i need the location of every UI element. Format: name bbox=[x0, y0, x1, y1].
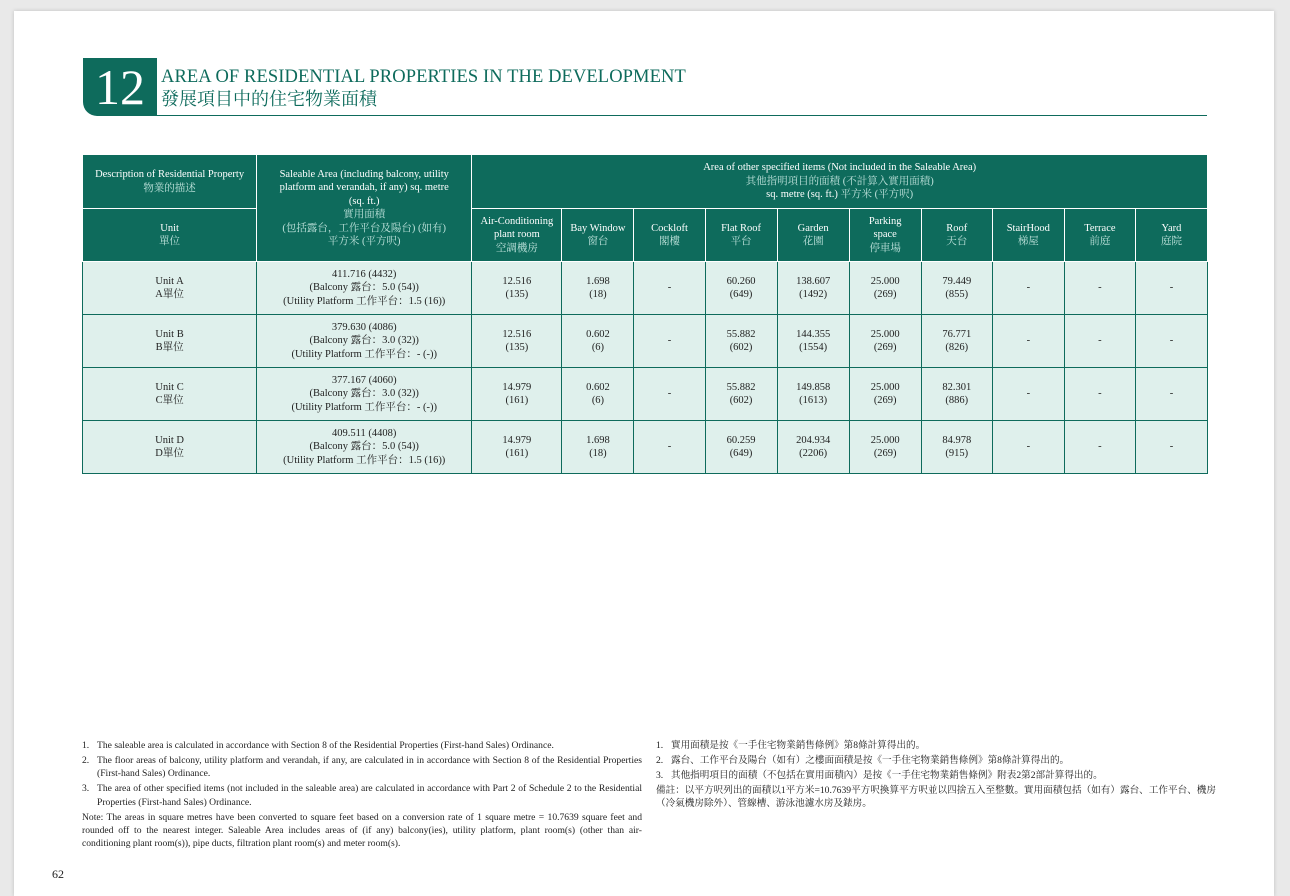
saleable-area-value: 409.511 (4408) bbox=[332, 427, 397, 439]
area-sqm: - bbox=[1169, 388, 1174, 400]
area-sqft: (135) bbox=[505, 289, 529, 300]
header-col bbox=[562, 209, 634, 262]
area-sqft: (269) bbox=[873, 395, 897, 406]
header-col-en: Air-Conditioning plant room bbox=[480, 215, 554, 241]
area-sqft: (269) bbox=[873, 342, 897, 353]
area-sqft: (602) bbox=[729, 395, 753, 406]
header-col-en: Roof bbox=[946, 222, 968, 234]
area-sqm: - bbox=[1098, 441, 1102, 453]
area-sqft: (826) bbox=[945, 342, 969, 353]
document-page bbox=[14, 11, 1274, 896]
balcony-area-value: (Balcony 露台：3.0 (32)) bbox=[309, 388, 419, 400]
header-col-zh: 庭院 bbox=[1160, 236, 1182, 247]
area-cell bbox=[634, 262, 705, 315]
header-col-zh: 平台 bbox=[730, 236, 752, 247]
area-cell bbox=[1135, 262, 1207, 315]
area-cell bbox=[472, 262, 562, 315]
header-col-zh: 梯屋 bbox=[1017, 236, 1039, 247]
area-cell bbox=[1064, 315, 1135, 368]
saleable-area-cell bbox=[257, 262, 472, 315]
header-other-unit bbox=[475, 188, 1204, 202]
unit-cell bbox=[83, 421, 257, 474]
area-sqm: 84.978 bbox=[942, 434, 972, 446]
area-sqm: 55.882 bbox=[726, 381, 756, 393]
area-sqm: 14.979 bbox=[502, 434, 532, 446]
area-sqm: - bbox=[1169, 441, 1174, 453]
header-unit-en: Unit bbox=[160, 222, 179, 234]
area-cell bbox=[992, 315, 1064, 368]
saleable-area-cell bbox=[257, 315, 472, 368]
utility-platform-value: (Utility Platform 工作平台：1.5 (16)) bbox=[283, 454, 446, 466]
area-sqm: - bbox=[667, 441, 672, 453]
saleable-area-cell bbox=[257, 368, 472, 421]
header-description bbox=[83, 155, 257, 209]
header-col bbox=[705, 209, 777, 262]
header-col-en: Garden bbox=[797, 222, 829, 234]
area-cell bbox=[562, 421, 634, 474]
area-cell bbox=[1135, 368, 1207, 421]
note-item bbox=[82, 782, 642, 809]
unit-label-en: Unit B bbox=[155, 328, 184, 340]
area-sqm: 25.000 bbox=[870, 381, 900, 393]
header-col bbox=[921, 209, 992, 262]
area-sqft: (602) bbox=[729, 342, 753, 353]
section-number-badge: 12 bbox=[83, 58, 157, 116]
header-col-en: Yard bbox=[1161, 222, 1182, 234]
area-sqm: 149.858 bbox=[796, 381, 831, 393]
header-other-unit-zh: 平方米 (平方呎) bbox=[840, 189, 914, 201]
area-cell bbox=[777, 262, 849, 315]
unit-label-zh: D單位 bbox=[155, 448, 184, 459]
notes-chinese bbox=[656, 739, 1216, 811]
area-cell bbox=[849, 421, 921, 474]
note-number: 2. bbox=[656, 754, 664, 766]
section-title bbox=[161, 66, 686, 110]
note-item bbox=[82, 754, 642, 781]
area-sqft: (1554) bbox=[799, 342, 828, 353]
unit-label-zh: C單位 bbox=[155, 395, 184, 406]
area-sqm: 60.259 bbox=[726, 434, 756, 446]
area-sqm: 25.000 bbox=[870, 434, 900, 446]
area-sqm: 12.516 bbox=[502, 275, 532, 287]
header-col-zh: 空調機房 bbox=[495, 242, 538, 254]
area-sqft: (18) bbox=[589, 289, 607, 300]
area-sqm: 82.301 bbox=[942, 381, 972, 393]
area-cell bbox=[921, 368, 992, 421]
header-col-en: Bay Window bbox=[570, 222, 626, 234]
header-col bbox=[1135, 209, 1207, 262]
area-cell bbox=[849, 368, 921, 421]
area-cell bbox=[705, 421, 777, 474]
area-cell bbox=[777, 315, 849, 368]
area-sqm: 76.771 bbox=[942, 328, 972, 340]
area-sqm: 204.934 bbox=[796, 434, 831, 446]
saleable-area-cell bbox=[257, 421, 472, 474]
saleable-area-value: 377.167 (4060) bbox=[331, 374, 397, 386]
area-cell bbox=[705, 262, 777, 315]
table-row bbox=[83, 315, 1208, 368]
header-col-zh: 停車場 bbox=[869, 242, 901, 254]
header-col-zh: 窗台 bbox=[587, 236, 609, 247]
header-col bbox=[992, 209, 1064, 262]
area-cell bbox=[1064, 262, 1135, 315]
area-sqft: (1492) bbox=[799, 289, 828, 300]
header-col-zh: 前庭 bbox=[1089, 236, 1111, 247]
area-sqm: 60.260 bbox=[726, 275, 756, 287]
area-cell bbox=[705, 315, 777, 368]
area-table bbox=[82, 154, 1208, 474]
header-description-zh: 物業的描述 bbox=[143, 182, 196, 194]
area-sqm: 55.882 bbox=[726, 328, 756, 340]
area-sqft: (6) bbox=[591, 342, 605, 353]
balcony-area-value: (Balcony 露台：5.0 (54)) bbox=[309, 282, 419, 294]
balcony-area-value: (Balcony 露台：3.0 (32)) bbox=[309, 335, 419, 347]
area-sqm: 1.698 bbox=[586, 275, 610, 287]
area-sqm: 0.602 bbox=[586, 381, 610, 393]
header-unit bbox=[83, 209, 257, 262]
area-cell bbox=[634, 368, 705, 421]
header-unit-zh: 單位 bbox=[159, 236, 181, 247]
area-cell bbox=[634, 421, 705, 474]
area-sqft: (269) bbox=[873, 289, 897, 300]
area-cell bbox=[562, 315, 634, 368]
note-item bbox=[656, 739, 1216, 752]
header-saleable-en: Saleable Area (including balcony, utility platform and verandah, if any) sq. metre (sq. ft.) bbox=[279, 168, 449, 207]
area-sqm: - bbox=[1026, 335, 1031, 347]
header-col-en: Terrace bbox=[1084, 222, 1116, 234]
area-sqm: - bbox=[1026, 282, 1031, 294]
table-header-row-2 bbox=[83, 209, 1208, 262]
area-sqm: 1.698 bbox=[586, 434, 610, 446]
note-text: The area of other specified items (not included in the saleable area) are calculated in accordance with Part 2 of Schedule 2 to the Residential Properties (First-hand Sales) Ordinance. bbox=[97, 783, 642, 808]
unit-label-en: Unit D bbox=[155, 434, 184, 446]
area-cell bbox=[849, 315, 921, 368]
header-saleable-zh1: 實用面積 bbox=[343, 209, 386, 220]
header-col bbox=[634, 209, 705, 262]
balcony-area-value: (Balcony 露台：5.0 (54)) bbox=[309, 441, 419, 453]
area-cell bbox=[562, 262, 634, 315]
area-sqft: (269) bbox=[873, 448, 897, 459]
area-sqm: - bbox=[667, 388, 672, 400]
area-sqm: - bbox=[1026, 388, 1031, 400]
area-cell bbox=[777, 368, 849, 421]
header-col-en: Parking space bbox=[868, 215, 902, 241]
utility-platform-value: (Utility Platform 工作平台：- (-)) bbox=[291, 401, 437, 413]
area-cell bbox=[705, 368, 777, 421]
area-sqm: 14.979 bbox=[502, 381, 532, 393]
unit-label-zh: B單位 bbox=[155, 342, 184, 353]
header-other-zh: 其他指明項目的面積 (不計算入實用面積) bbox=[745, 175, 934, 187]
note-number: 3. bbox=[656, 769, 664, 781]
unit-cell bbox=[83, 315, 257, 368]
area-sqft: (161) bbox=[505, 395, 529, 406]
note-number: 2. bbox=[82, 754, 90, 766]
note-text: 其他指明項目的面積（不包括在實用面積內）是按《一手住宅物業銷售條例》附表2第2部計算得出的。 bbox=[671, 769, 1103, 781]
table-header-row-1 bbox=[83, 155, 1208, 209]
header-other-items bbox=[472, 155, 1208, 209]
header-other-en: Area of other specified items (Not included in the Saleable Area) bbox=[703, 162, 977, 174]
area-cell bbox=[472, 421, 562, 474]
area-sqm: 12.516 bbox=[502, 328, 532, 340]
area-sqm: - bbox=[1098, 335, 1102, 347]
header-col-en: Flat Roof bbox=[721, 222, 762, 234]
area-sqm: - bbox=[1169, 335, 1174, 347]
section-divider bbox=[157, 115, 1207, 116]
area-sqft: (6) bbox=[591, 395, 605, 406]
header-col bbox=[849, 209, 921, 262]
area-sqm: 0.602 bbox=[586, 328, 610, 340]
area-sqft: (1613) bbox=[799, 395, 828, 406]
area-sqft: (161) bbox=[505, 448, 529, 459]
note-conversion-zh: 備註：以平方呎列出的面積以1平方米=10.7639平方呎換算平方呎並以四捨五入至整數。實用面積包括（如有）露台、工作平台、機房（冷氣機房除外）、管線槽、游泳池濾水房及錶房。 bbox=[656, 784, 1216, 810]
area-sqft: (2206) bbox=[799, 448, 828, 459]
unit-cell bbox=[83, 368, 257, 421]
note-text: The floor areas of balcony, utility platform and verandah, if any, are calculated in in accordance with Section 8 of the Residential Properties (First-hand Sales) Ordinance. bbox=[97, 754, 642, 780]
table-body bbox=[83, 262, 1208, 474]
area-sqm: - bbox=[1098, 388, 1102, 400]
note-item bbox=[82, 739, 642, 752]
area-cell bbox=[472, 315, 562, 368]
note-text: The saleable area is calculated in accordance with Section 8 of the Residential Properties (First-hand Sales) Ordinance. bbox=[97, 740, 554, 751]
area-cell bbox=[562, 368, 634, 421]
area-sqm: 25.000 bbox=[870, 328, 900, 340]
area-cell bbox=[634, 315, 705, 368]
note-text: 露台、工作平台及陽台（如有）之樓面面積是按《一手住宅物業銷售條例》第8條計算得出的。 bbox=[671, 754, 1070, 766]
area-cell bbox=[777, 421, 849, 474]
area-sqft: (915) bbox=[945, 448, 969, 459]
area-sqft: (855) bbox=[945, 289, 969, 300]
header-col bbox=[1064, 209, 1135, 262]
saleable-area-value: 379.630 (4086) bbox=[331, 321, 397, 333]
header-col-zh: 閣樓 bbox=[659, 236, 680, 247]
header-col bbox=[777, 209, 849, 262]
utility-platform-value: (Utility Platform 工作平台：- (-)) bbox=[291, 348, 437, 360]
table-row bbox=[83, 262, 1208, 315]
header-col-zh: 天台 bbox=[946, 236, 968, 247]
note-number: 3. bbox=[82, 783, 90, 795]
area-sqm: - bbox=[667, 282, 672, 294]
area-sqm: - bbox=[667, 335, 672, 347]
header-saleable-zh3: 平方米 (平方呎) bbox=[327, 236, 401, 247]
header-col-en: StairHood bbox=[1006, 222, 1050, 234]
area-cell bbox=[1135, 421, 1207, 474]
note-conversion-en: Note: The areas in square metres have been converted to square feet based on a conversion rate of 1 square metre = 10.7639 square feet and rounded off to the nearest integer. Saleable Area includes areas of (if any) balcony(ies), utility platform, plant room(s) (other than air-conditioning plant room(s)), pipe ducts, filtration plant room(s) and meter room(s). bbox=[82, 811, 642, 850]
header-col bbox=[472, 209, 562, 262]
saleable-area-value: 411.716 (4432) bbox=[332, 268, 397, 280]
unit-label-en: Unit C bbox=[155, 381, 184, 393]
section-title-en: AREA OF RESIDENTIAL PROPERTIES IN THE DEVELOPMENT bbox=[161, 67, 686, 87]
area-cell bbox=[992, 421, 1064, 474]
area-cell bbox=[1064, 368, 1135, 421]
area-sqm: 79.449 bbox=[942, 275, 972, 287]
area-sqm: - bbox=[1098, 282, 1102, 294]
header-saleable-zh2: (包括露台，工作平台及陽台) (如有) bbox=[282, 222, 447, 234]
area-cell bbox=[849, 262, 921, 315]
area-sqm: 25.000 bbox=[870, 275, 900, 287]
area-cell bbox=[1064, 421, 1135, 474]
unit-label-zh: A單位 bbox=[155, 289, 184, 300]
area-sqm: 144.355 bbox=[796, 328, 831, 340]
area-sqft: (886) bbox=[945, 395, 969, 406]
area-sqft: (649) bbox=[729, 448, 753, 459]
note-number: 1. bbox=[82, 740, 90, 751]
header-col-zh: 花園 bbox=[802, 236, 824, 247]
area-cell bbox=[921, 421, 992, 474]
note-text: 實用面積是按《一手住宅物業銷售條例》第8條計算得出的。 bbox=[671, 740, 926, 751]
unit-cell bbox=[83, 262, 257, 315]
page-number: 62 bbox=[52, 867, 64, 881]
table-row bbox=[83, 421, 1208, 474]
area-sqft: (135) bbox=[505, 342, 529, 353]
utility-platform-value: (Utility Platform 工作平台：1.5 (16)) bbox=[283, 295, 446, 307]
unit-label-en: Unit A bbox=[155, 275, 184, 287]
header-other-unit-en: sq. metre (sq. ft.) bbox=[766, 189, 838, 201]
area-sqm: 138.607 bbox=[796, 275, 831, 287]
note-item bbox=[656, 769, 1216, 782]
note-number: 1. bbox=[656, 740, 664, 751]
notes-english bbox=[82, 739, 642, 851]
area-cell bbox=[992, 262, 1064, 315]
area-sqft: (649) bbox=[729, 289, 753, 300]
area-sqft: (18) bbox=[589, 448, 607, 459]
header-description-en: Description of Residential Property bbox=[95, 169, 245, 180]
header-saleable-area bbox=[257, 155, 472, 262]
note-item bbox=[656, 754, 1216, 767]
area-cell bbox=[1135, 315, 1207, 368]
section-title-zh: 發展項目中的住宅物業面積 bbox=[161, 89, 377, 109]
area-sqm: - bbox=[1169, 282, 1174, 294]
table-row bbox=[83, 368, 1208, 421]
area-sqm: - bbox=[1026, 441, 1031, 453]
area-cell bbox=[921, 262, 992, 315]
area-cell bbox=[472, 368, 562, 421]
area-cell bbox=[992, 368, 1064, 421]
header-col-en: Cockloft bbox=[651, 222, 688, 234]
area-cell bbox=[921, 315, 992, 368]
